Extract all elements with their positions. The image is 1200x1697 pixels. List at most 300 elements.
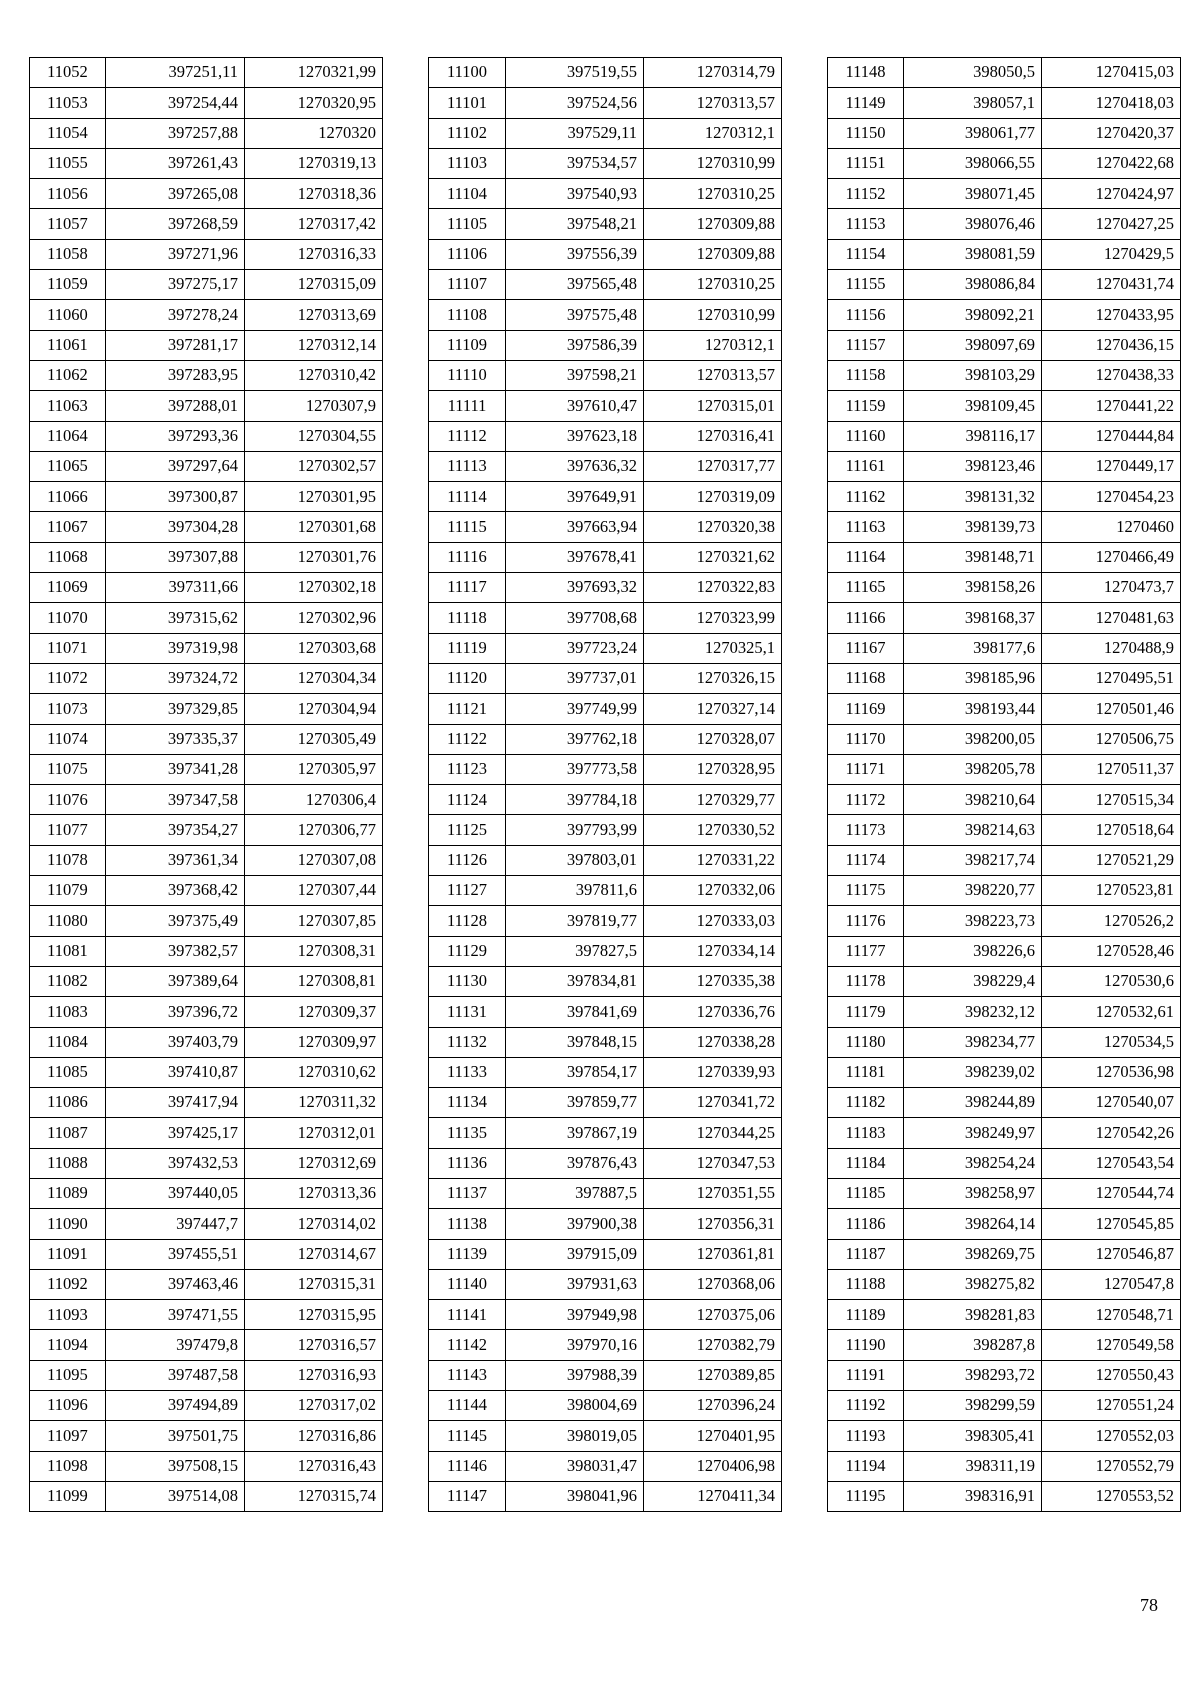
y-coordinate-cell: 1270550,43	[1042, 1360, 1181, 1390]
point-number-cell: 11176	[828, 906, 904, 936]
x-coordinate-cell: 398177,6	[904, 633, 1042, 663]
point-number-cell: 11080	[30, 906, 106, 936]
y-coordinate-cell: 1270316,93	[245, 1360, 383, 1390]
x-coordinate-cell: 397389,64	[106, 966, 245, 996]
x-coordinate-cell: 398244,89	[904, 1088, 1042, 1118]
table-row	[429, 58, 782, 88]
x-coordinate-cell: 397304,28	[106, 512, 245, 542]
x-coordinate-cell: 397827,5	[506, 936, 644, 966]
table-row	[828, 270, 1181, 300]
table-row	[828, 88, 1181, 118]
table-row	[828, 300, 1181, 330]
table-row	[828, 512, 1181, 542]
table-row	[429, 1330, 782, 1360]
y-coordinate-cell: 1270319,13	[245, 148, 383, 178]
table-row	[30, 1269, 383, 1299]
x-coordinate-cell: 397410,87	[106, 1057, 245, 1087]
table-row	[429, 451, 782, 481]
y-coordinate-cell: 1270341,72	[644, 1088, 782, 1118]
table-row	[828, 845, 1181, 875]
point-number-cell: 11174	[828, 845, 904, 875]
x-coordinate-cell: 397275,17	[106, 270, 245, 300]
table-row	[828, 603, 1181, 633]
y-coordinate-cell: 1270308,31	[245, 936, 383, 966]
x-coordinate-cell: 397417,94	[106, 1088, 245, 1118]
table-row	[30, 1239, 383, 1269]
x-coordinate-cell: 398234,77	[904, 1027, 1042, 1057]
point-number-cell: 11165	[828, 573, 904, 603]
x-coordinate-cell: 397425,17	[106, 1118, 245, 1148]
y-coordinate-cell: 1270301,76	[245, 542, 383, 572]
point-number-cell: 11163	[828, 512, 904, 542]
point-number-cell: 11193	[828, 1421, 904, 1451]
point-number-cell: 11137	[429, 1178, 506, 1208]
y-coordinate-cell: 1270311,32	[245, 1088, 383, 1118]
y-coordinate-cell: 1270518,64	[1042, 815, 1181, 845]
x-coordinate-cell: 397293,36	[106, 421, 245, 451]
x-coordinate-cell: 397471,55	[106, 1300, 245, 1330]
point-number-cell: 11082	[30, 966, 106, 996]
table-row	[828, 1209, 1181, 1239]
point-number-cell: 11130	[429, 966, 506, 996]
table-row	[828, 239, 1181, 269]
table-row	[828, 118, 1181, 148]
x-coordinate-cell: 397519,55	[506, 58, 644, 88]
y-coordinate-cell: 1270449,17	[1042, 451, 1181, 481]
table-row	[429, 815, 782, 845]
table-row	[828, 1269, 1181, 1299]
y-coordinate-cell: 1270331,22	[644, 845, 782, 875]
x-coordinate-cell: 398232,12	[904, 997, 1042, 1027]
x-coordinate-cell: 397565,48	[506, 270, 644, 300]
y-coordinate-cell: 1270309,88	[644, 209, 782, 239]
y-coordinate-cell: 1270319,09	[644, 482, 782, 512]
point-number-cell: 11194	[828, 1451, 904, 1481]
point-number-cell: 11126	[429, 845, 506, 875]
table-row	[30, 542, 383, 572]
x-coordinate-cell: 398229,4	[904, 966, 1042, 996]
x-coordinate-cell: 398004,69	[506, 1391, 644, 1421]
x-coordinate-cell: 398148,71	[904, 542, 1042, 572]
point-number-cell: 11160	[828, 421, 904, 451]
x-coordinate-cell: 397265,08	[106, 179, 245, 209]
point-number-cell: 11187	[828, 1239, 904, 1269]
x-coordinate-cell: 397784,18	[506, 785, 644, 815]
y-coordinate-cell: 1270312,69	[245, 1148, 383, 1178]
table-row	[828, 330, 1181, 360]
x-coordinate-cell: 398210,64	[904, 785, 1042, 815]
y-coordinate-cell: 1270312,1	[644, 118, 782, 148]
x-coordinate-cell: 397762,18	[506, 724, 644, 754]
point-number-cell: 11155	[828, 270, 904, 300]
coordinate-table-3	[827, 57, 1181, 1512]
x-coordinate-cell: 397540,93	[506, 179, 644, 209]
table-row	[828, 451, 1181, 481]
y-coordinate-cell: 1270301,95	[245, 482, 383, 512]
y-coordinate-cell: 1270418,03	[1042, 88, 1181, 118]
x-coordinate-cell: 397514,08	[106, 1481, 245, 1511]
y-coordinate-cell: 1270313,57	[644, 360, 782, 390]
point-number-cell: 11156	[828, 300, 904, 330]
point-number-cell: 11072	[30, 663, 106, 693]
x-coordinate-cell: 398217,74	[904, 845, 1042, 875]
point-number-cell: 11170	[828, 724, 904, 754]
table-row	[30, 1451, 383, 1481]
table-row	[828, 421, 1181, 451]
table-row	[429, 694, 782, 724]
x-coordinate-cell: 397749,99	[506, 694, 644, 724]
table-row	[429, 209, 782, 239]
y-coordinate-cell: 1270304,34	[245, 663, 383, 693]
table-row	[429, 88, 782, 118]
y-coordinate-cell: 1270534,5	[1042, 1027, 1181, 1057]
y-coordinate-cell: 1270321,62	[644, 542, 782, 572]
y-coordinate-cell: 1270335,38	[644, 966, 782, 996]
y-coordinate-cell: 1270511,37	[1042, 754, 1181, 784]
table-row	[828, 1360, 1181, 1390]
table-row	[30, 663, 383, 693]
table-row	[30, 58, 383, 88]
y-coordinate-cell: 1270316,41	[644, 421, 782, 451]
table-row	[429, 876, 782, 906]
table-row	[429, 603, 782, 633]
x-coordinate-cell: 398031,47	[506, 1451, 644, 1481]
x-coordinate-cell: 397819,77	[506, 906, 644, 936]
y-coordinate-cell: 1270314,67	[245, 1239, 383, 1269]
table-row	[429, 300, 782, 330]
y-coordinate-cell: 1270396,24	[644, 1391, 782, 1421]
y-coordinate-cell: 1270302,18	[245, 573, 383, 603]
point-number-cell: 11172	[828, 785, 904, 815]
y-coordinate-cell: 1270515,34	[1042, 785, 1181, 815]
y-coordinate-cell: 1270304,55	[245, 421, 383, 451]
point-number-cell: 11110	[429, 360, 506, 390]
table-row	[30, 815, 383, 845]
table-row	[828, 906, 1181, 936]
x-coordinate-cell: 397693,32	[506, 573, 644, 603]
y-coordinate-cell: 1270317,02	[245, 1391, 383, 1421]
y-coordinate-cell: 1270308,81	[245, 966, 383, 996]
point-number-cell: 11133	[429, 1057, 506, 1087]
point-number-cell: 11083	[30, 997, 106, 1027]
point-number-cell: 11113	[429, 451, 506, 481]
x-coordinate-cell: 397534,57	[506, 148, 644, 178]
table-row	[429, 633, 782, 663]
y-coordinate-cell: 1270528,46	[1042, 936, 1181, 966]
y-coordinate-cell: 1270312,1	[644, 330, 782, 360]
table-row	[30, 239, 383, 269]
table-row	[30, 1118, 383, 1148]
table-row	[30, 876, 383, 906]
table-row	[30, 906, 383, 936]
point-number-cell: 11152	[828, 179, 904, 209]
x-coordinate-cell: 398220,77	[904, 876, 1042, 906]
y-coordinate-cell: 1270532,61	[1042, 997, 1181, 1027]
y-coordinate-cell: 1270454,23	[1042, 482, 1181, 512]
y-coordinate-cell: 1270441,22	[1042, 391, 1181, 421]
table-row	[828, 966, 1181, 996]
x-coordinate-cell: 397329,85	[106, 694, 245, 724]
y-coordinate-cell: 1270310,42	[245, 360, 383, 390]
x-coordinate-cell: 397278,24	[106, 300, 245, 330]
x-coordinate-cell: 398041,96	[506, 1481, 644, 1511]
x-coordinate-cell: 398066,55	[904, 148, 1042, 178]
x-coordinate-cell: 397354,27	[106, 815, 245, 845]
coordinate-table-2	[428, 57, 782, 1512]
point-number-cell: 11085	[30, 1057, 106, 1087]
point-number-cell: 11109	[429, 330, 506, 360]
table-row	[429, 482, 782, 512]
y-coordinate-cell: 1270347,53	[644, 1148, 782, 1178]
table-row	[828, 633, 1181, 663]
table-row	[429, 1209, 782, 1239]
table-row	[30, 270, 383, 300]
y-coordinate-cell: 1270526,2	[1042, 906, 1181, 936]
point-number-cell: 11185	[828, 1178, 904, 1208]
table-row	[30, 421, 383, 451]
x-coordinate-cell: 397586,39	[506, 330, 644, 360]
x-coordinate-cell: 398299,59	[904, 1391, 1042, 1421]
point-number-cell: 11143	[429, 1360, 506, 1390]
y-coordinate-cell: 1270389,85	[644, 1360, 782, 1390]
y-coordinate-cell: 1270521,29	[1042, 845, 1181, 875]
x-coordinate-cell: 397319,98	[106, 633, 245, 663]
y-coordinate-cell: 1270310,62	[245, 1057, 383, 1087]
table-row	[30, 391, 383, 421]
point-number-cell: 11144	[429, 1391, 506, 1421]
x-coordinate-cell: 397970,16	[506, 1330, 644, 1360]
point-number-cell: 11139	[429, 1239, 506, 1269]
table-row	[30, 1148, 383, 1178]
point-number-cell: 11076	[30, 785, 106, 815]
x-coordinate-cell: 398316,91	[904, 1481, 1042, 1511]
point-number-cell: 11150	[828, 118, 904, 148]
point-number-cell: 11180	[828, 1027, 904, 1057]
point-number-cell: 11186	[828, 1209, 904, 1239]
point-number-cell: 11136	[429, 1148, 506, 1178]
y-coordinate-cell: 1270332,06	[644, 876, 782, 906]
y-coordinate-cell: 1270420,37	[1042, 118, 1181, 148]
x-coordinate-cell: 398205,78	[904, 754, 1042, 784]
table-row	[429, 724, 782, 754]
y-coordinate-cell: 1270326,15	[644, 663, 782, 693]
table-row	[828, 997, 1181, 1027]
point-number-cell: 11127	[429, 876, 506, 906]
table-row	[429, 542, 782, 572]
point-number-cell: 11164	[828, 542, 904, 572]
table-row	[828, 148, 1181, 178]
point-number-cell: 11117	[429, 573, 506, 603]
point-number-cell: 11175	[828, 876, 904, 906]
x-coordinate-cell: 397575,48	[506, 300, 644, 330]
point-number-cell: 11081	[30, 936, 106, 966]
x-coordinate-cell: 397283,95	[106, 360, 245, 390]
y-coordinate-cell: 1270546,87	[1042, 1239, 1181, 1269]
y-coordinate-cell: 1270460	[1042, 512, 1181, 542]
y-coordinate-cell: 1270333,03	[644, 906, 782, 936]
x-coordinate-cell: 398092,21	[904, 300, 1042, 330]
point-number-cell: 11191	[828, 1360, 904, 1390]
table-row	[828, 1118, 1181, 1148]
y-coordinate-cell: 1270305,49	[245, 724, 383, 754]
point-number-cell: 11090	[30, 1209, 106, 1239]
x-coordinate-cell: 397773,58	[506, 754, 644, 784]
point-number-cell: 11106	[429, 239, 506, 269]
x-coordinate-cell: 397432,53	[106, 1148, 245, 1178]
table-row	[30, 148, 383, 178]
point-number-cell: 11168	[828, 663, 904, 693]
x-coordinate-cell: 397403,79	[106, 1027, 245, 1057]
x-coordinate-cell: 398226,6	[904, 936, 1042, 966]
y-coordinate-cell: 1270320,38	[644, 512, 782, 542]
x-coordinate-cell: 397859,77	[506, 1088, 644, 1118]
point-number-cell: 11115	[429, 512, 506, 542]
x-coordinate-cell: 397479,8	[106, 1330, 245, 1360]
y-coordinate-cell: 1270549,58	[1042, 1330, 1181, 1360]
table-row	[429, 1057, 782, 1087]
x-coordinate-cell: 397803,01	[506, 845, 644, 875]
y-coordinate-cell: 1270431,74	[1042, 270, 1181, 300]
table-row	[429, 330, 782, 360]
table-row	[30, 482, 383, 512]
y-coordinate-cell: 1270536,98	[1042, 1057, 1181, 1087]
point-number-cell: 11101	[429, 88, 506, 118]
y-coordinate-cell: 1270309,88	[644, 239, 782, 269]
x-coordinate-cell: 397257,88	[106, 118, 245, 148]
point-number-cell: 11089	[30, 1178, 106, 1208]
point-number-cell: 11062	[30, 360, 106, 390]
y-coordinate-cell: 1270401,95	[644, 1421, 782, 1451]
coordinate-table-1	[29, 57, 383, 1512]
point-number-cell: 11153	[828, 209, 904, 239]
point-number-cell: 11162	[828, 482, 904, 512]
table-row	[828, 179, 1181, 209]
y-coordinate-cell: 1270316,43	[245, 1451, 383, 1481]
x-coordinate-cell: 397887,5	[506, 1178, 644, 1208]
point-number-cell: 11140	[429, 1269, 506, 1299]
point-number-cell: 11107	[429, 270, 506, 300]
point-number-cell: 11178	[828, 966, 904, 996]
point-number-cell: 11104	[429, 179, 506, 209]
x-coordinate-cell: 397678,41	[506, 542, 644, 572]
y-coordinate-cell: 1270339,93	[644, 1057, 782, 1087]
table-row	[429, 1239, 782, 1269]
y-coordinate-cell: 1270307,85	[245, 906, 383, 936]
table-row	[828, 663, 1181, 693]
point-number-cell: 11078	[30, 845, 106, 875]
x-coordinate-cell: 398076,46	[904, 209, 1042, 239]
point-number-cell: 11092	[30, 1269, 106, 1299]
x-coordinate-cell: 397949,98	[506, 1300, 644, 1330]
y-coordinate-cell: 1270540,07	[1042, 1088, 1181, 1118]
y-coordinate-cell: 1270506,75	[1042, 724, 1181, 754]
point-number-cell: 11065	[30, 451, 106, 481]
x-coordinate-cell: 398185,96	[904, 663, 1042, 693]
x-coordinate-cell: 397396,72	[106, 997, 245, 1027]
point-number-cell: 11128	[429, 906, 506, 936]
point-number-cell: 11091	[30, 1239, 106, 1269]
y-coordinate-cell: 1270321,99	[245, 58, 383, 88]
point-number-cell: 11103	[429, 148, 506, 178]
x-coordinate-cell: 398109,45	[904, 391, 1042, 421]
x-coordinate-cell: 397623,18	[506, 421, 644, 451]
x-coordinate-cell: 397723,24	[506, 633, 644, 663]
x-coordinate-cell: 398097,69	[904, 330, 1042, 360]
x-coordinate-cell: 397834,81	[506, 966, 644, 996]
table-row	[828, 754, 1181, 784]
x-coordinate-cell: 398158,26	[904, 573, 1042, 603]
y-coordinate-cell: 1270368,06	[644, 1269, 782, 1299]
table-row	[828, 694, 1181, 724]
point-number-cell: 11195	[828, 1481, 904, 1511]
y-coordinate-cell: 1270312,14	[245, 330, 383, 360]
table-row	[429, 1027, 782, 1057]
table-row	[828, 1421, 1181, 1451]
y-coordinate-cell: 1270317,77	[644, 451, 782, 481]
table-row	[828, 573, 1181, 603]
point-number-cell: 11167	[828, 633, 904, 663]
x-coordinate-cell: 398139,73	[904, 512, 1042, 542]
table-row	[429, 421, 782, 451]
point-number-cell: 11069	[30, 573, 106, 603]
x-coordinate-cell: 397440,05	[106, 1178, 245, 1208]
y-coordinate-cell: 1270488,9	[1042, 633, 1181, 663]
x-coordinate-cell: 397447,7	[106, 1209, 245, 1239]
x-coordinate-cell: 397598,21	[506, 360, 644, 390]
table-row	[429, 1088, 782, 1118]
point-number-cell: 11192	[828, 1391, 904, 1421]
x-coordinate-cell: 397300,87	[106, 482, 245, 512]
x-coordinate-cell: 398200,05	[904, 724, 1042, 754]
x-coordinate-cell: 397455,51	[106, 1239, 245, 1269]
point-number-cell: 11121	[429, 694, 506, 724]
y-coordinate-cell: 1270310,25	[644, 179, 782, 209]
y-coordinate-cell: 1270302,96	[245, 603, 383, 633]
point-number-cell: 11183	[828, 1118, 904, 1148]
point-number-cell: 11108	[429, 300, 506, 330]
table-row	[30, 1300, 383, 1330]
table-row	[828, 815, 1181, 845]
table-row	[30, 451, 383, 481]
table-row	[30, 633, 383, 663]
point-number-cell: 11154	[828, 239, 904, 269]
point-number-cell: 11148	[828, 58, 904, 88]
y-coordinate-cell: 1270547,8	[1042, 1269, 1181, 1299]
x-coordinate-cell: 398249,97	[904, 1118, 1042, 1148]
x-coordinate-cell: 397281,17	[106, 330, 245, 360]
point-number-cell: 11068	[30, 542, 106, 572]
y-coordinate-cell: 1270310,99	[644, 148, 782, 178]
y-coordinate-cell: 1270307,08	[245, 845, 383, 875]
point-number-cell: 11138	[429, 1209, 506, 1239]
table-row	[429, 239, 782, 269]
point-number-cell: 11149	[828, 88, 904, 118]
table-row	[429, 1118, 782, 1148]
point-number-cell: 11097	[30, 1421, 106, 1451]
table-row	[429, 754, 782, 784]
x-coordinate-cell: 397508,15	[106, 1451, 245, 1481]
y-coordinate-cell: 1270304,94	[245, 694, 383, 724]
table-row	[429, 1148, 782, 1178]
point-number-cell: 11171	[828, 754, 904, 784]
table-row	[429, 997, 782, 1027]
page-number: 78	[1140, 1595, 1158, 1615]
y-coordinate-cell: 1270548,71	[1042, 1300, 1181, 1330]
point-number-cell: 11123	[429, 754, 506, 784]
x-coordinate-cell: 397463,46	[106, 1269, 245, 1299]
point-number-cell: 11132	[429, 1027, 506, 1057]
point-number-cell: 11116	[429, 542, 506, 572]
